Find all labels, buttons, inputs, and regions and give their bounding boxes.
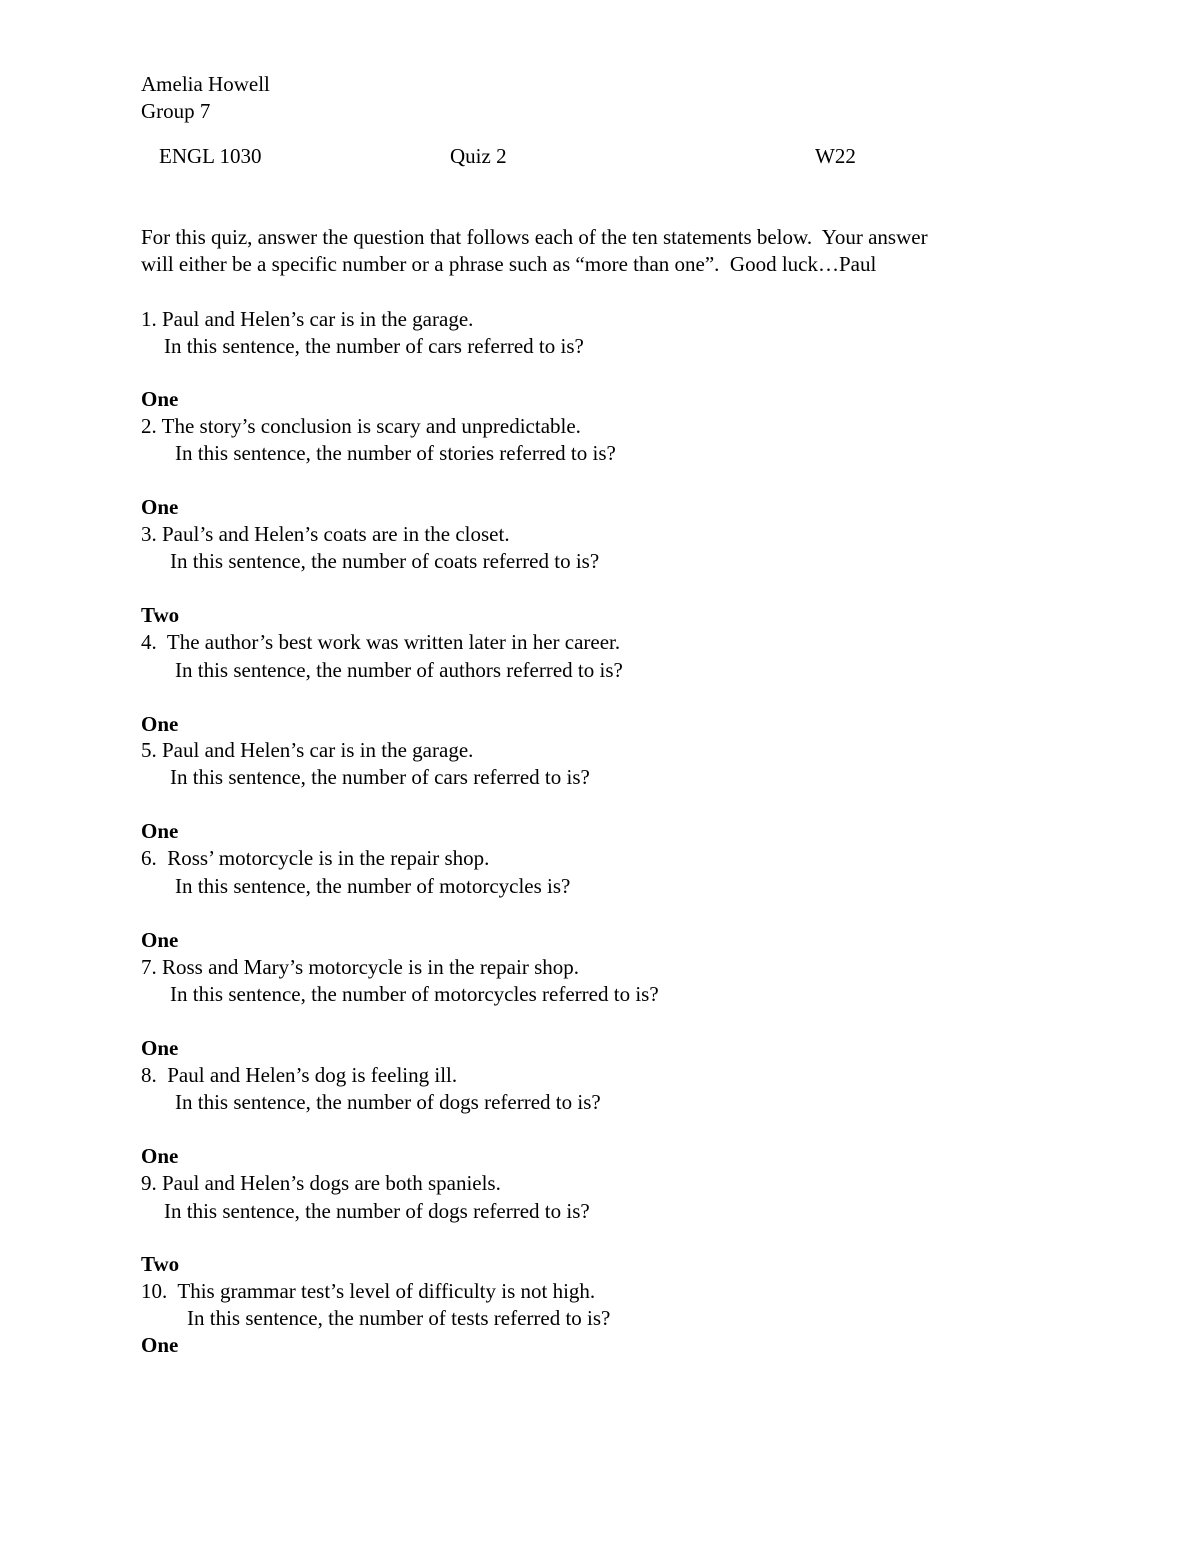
question-prompt: In this sentence, the number of authors referred to is? <box>175 658 623 682</box>
question-prompt: In this sentence, the number of cars referred to is? <box>164 334 584 358</box>
instructions-line-1: For this quiz, answer the question that follows each of the ten statements below. Your answer <box>141 225 928 249</box>
question-answer: One <box>141 712 179 736</box>
question-answer: One <box>141 1333 179 1357</box>
question-answer: One <box>141 1036 179 1060</box>
question-prompt: In this sentence, the number of stories referred to is? <box>175 441 616 465</box>
question-statement: 10. This grammar test’s level of difficulty is not high. <box>141 1279 596 1303</box>
question-answer: Two <box>141 1252 180 1276</box>
question-statement: 2. The story’s conclusion is scary and unpredictable. <box>141 414 581 438</box>
question-statement: 1. Paul and Helen’s car is in the garage. <box>141 307 474 331</box>
question-answer: One <box>141 495 179 519</box>
question-answer: One <box>141 1144 179 1168</box>
question-statement: 3. Paul’s and Helen’s coats are in the closet. <box>141 522 510 546</box>
group-label: Group 7 <box>141 99 211 123</box>
instructions-line-2: will either be a specific number or a phrase such as “more than one”. Good luck…Paul <box>141 252 877 276</box>
student-name: Amelia Howell <box>141 72 270 96</box>
course-code: ENGL 1030 <box>159 144 262 168</box>
question-prompt: In this sentence, the number of cars referred to is? <box>170 765 590 789</box>
quiz-title: Quiz 2 <box>450 144 507 168</box>
question-statement: 6. Ross’ motorcycle is in the repair shop. <box>141 846 490 870</box>
question-statement: 5. Paul and Helen’s car is in the garage. <box>141 738 474 762</box>
question-answer: One <box>141 819 179 843</box>
question-answer: One <box>141 387 179 411</box>
question-prompt: In this sentence, the number of motorcycles is? <box>175 874 571 898</box>
question-prompt: In this sentence, the number of coats referred to is? <box>170 549 600 573</box>
question-prompt: In this sentence, the number of tests referred to is? <box>187 1306 611 1330</box>
term-label: W22 <box>815 144 856 168</box>
question-prompt: In this sentence, the number of motorcycles referred to is? <box>170 982 659 1006</box>
question-statement: 9. Paul and Helen’s dogs are both spaniels. <box>141 1171 501 1195</box>
question-statement: 8. Paul and Helen’s dog is feeling ill. <box>141 1063 458 1087</box>
question-prompt: In this sentence, the number of dogs referred to is? <box>175 1090 601 1114</box>
question-statement: 7. Ross and Mary’s motorcycle is in the repair shop. <box>141 955 580 979</box>
question-answer: One <box>141 928 179 952</box>
question-statement: 4. The author’s best work was written later in her career. <box>141 630 621 654</box>
question-prompt: In this sentence, the number of dogs referred to is? <box>164 1199 590 1223</box>
question-answer: Two <box>141 603 180 627</box>
